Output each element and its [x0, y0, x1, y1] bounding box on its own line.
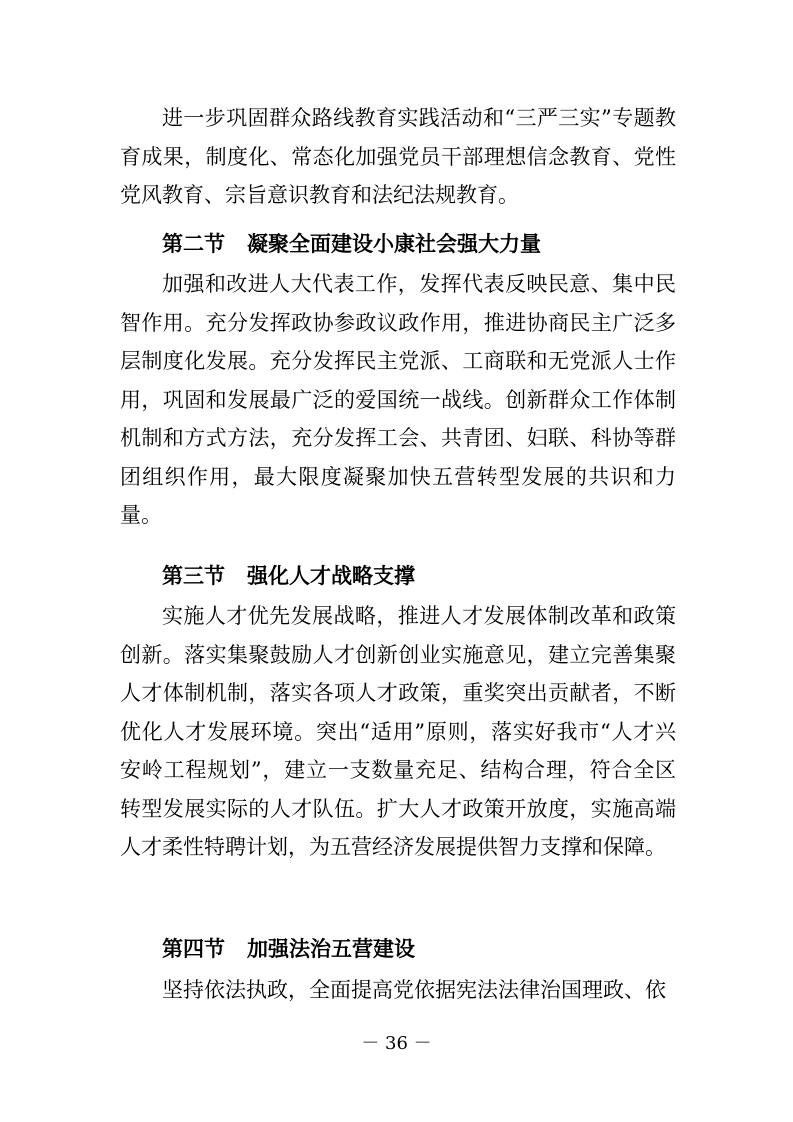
- section-heading-4: [162, 930, 415, 969]
- section-heading-3: [162, 557, 415, 596]
- paragraph-rule-of-law: 坚持依法执政，全面提高党依据宪法法律治国理政、依: [162, 978, 666, 1002]
- section-heading-2: [162, 225, 541, 264]
- section-title-3: 强化人才战略支撑: [247, 564, 415, 588]
- section-label-4: 第四节: [162, 937, 225, 961]
- paragraph-unity: 加强和改进人大代表工作，发挥代表反映民意、集中民智作用。充分发挥政协参政议政作用，推进协商民主广泛多层制度化发展。充分发挥民主党派、工商联和无党派人士作用，巩固和发展最广泛的爱国统一战线。创新群众工作体制机制和方式方法，充分发挥工会、共青团、妇联、科协等群团组织作用，最大限度凝聚加快五营转型发展的共识和力量。: [120, 272, 676, 527]
- section-title-4: 加强法治五营建设: [247, 937, 415, 961]
- section-title-2: 凝聚全面建设小康社会强大力量: [247, 232, 541, 256]
- paragraph-talent: 实施人才优先发展战略，推进人才发展体制改革和政策创新。落实集聚鼓励人才创新创业实施意见，建立完善集聚人才体制机制，落实各项人才政策，重奖突出贡献者，不断优化人才发展环境。突出“适用”原则，落实好我市“人才兴安岭工程规划”，建立一支数量充足、结构合理，符合全区转型发展实际的人才队伍。扩大人才政策开放度，实施高端人才柔性特聘计划，为五营经济发展提供智力支撑和保障。: [120, 604, 676, 859]
- section-label-3: 第三节: [162, 564, 225, 588]
- paragraph-education: 进一步巩固群众路线教育实践活动和“三严三实”专题教育成果，制度化、常态化加强党员干部理想信念教育、党性党风教育、宗旨意识教育和法纪法规教育。: [120, 106, 676, 207]
- page-number: － 36 －: [361, 1033, 432, 1054]
- section-label-2: 第二节: [162, 232, 225, 256]
